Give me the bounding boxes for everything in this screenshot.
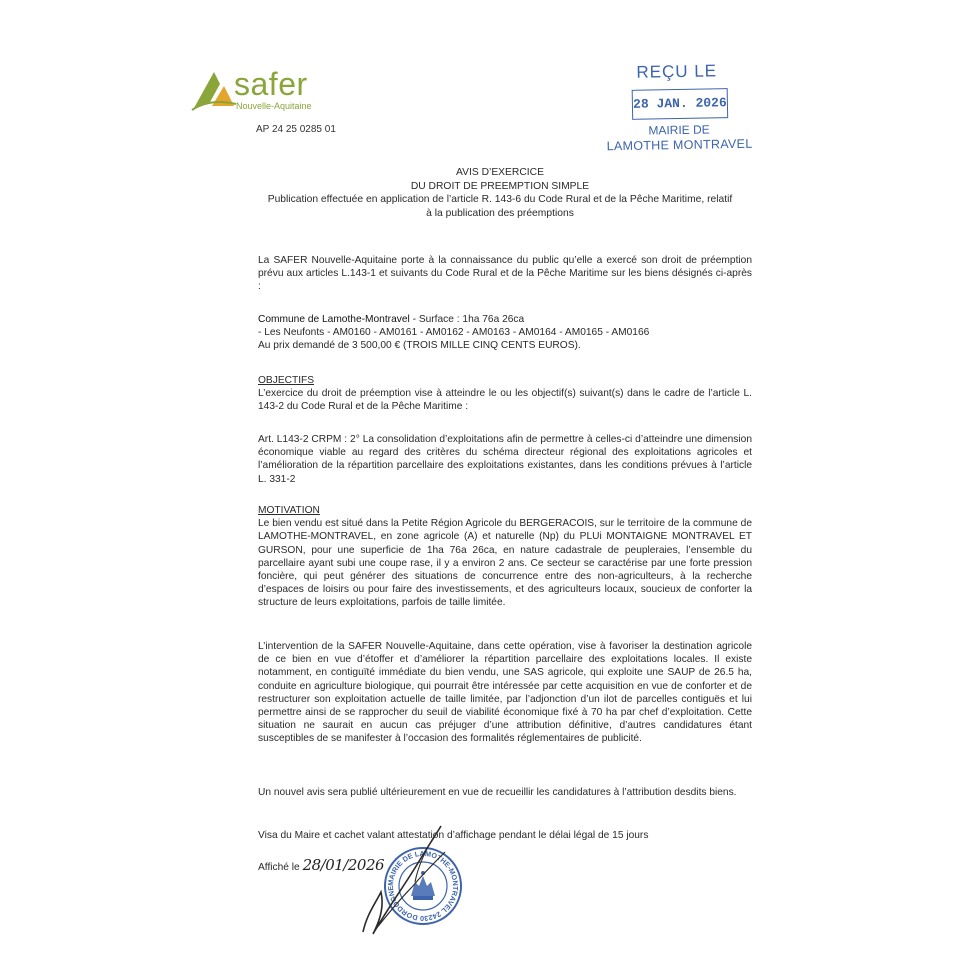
property-block [258,313,752,353]
property-commune: Commune de Lamothe-Montravel [258,314,410,325]
safer-logo [190,68,340,116]
mayor-signature [355,822,460,938]
motivation-title: MOTIVATION [258,505,320,516]
objectifs-text: L’exercice du droit de préemption vise à atteindre le ou les objectif(s) suivant(s) dans le cadre de l’article L. 143-2 du Code Rural et de la Pêche Maritime : [258,388,752,413]
property-parcels: - Les Neufonts - AM0160 - AM0161 - AM0162 - AM0163 - AM0164 - AM0165 - AM0166 [258,327,650,339]
closing-text: Un nouvel avis sera publié ultérieurement en vue de recueillir les candidatures à l’attribution desdits biens. [258,787,737,798]
seal-text: MAIRIE DE LAMOTHE-MONTRAVEL 24230 DORDOGNE [385,848,461,924]
logo-name: safer [234,66,308,102]
objectifs-title: OBJECTIFS [258,375,315,386]
intro-text: La SAFER Nouvelle-Aquitaine porte à la connaissance du public qu’elle a exercé son droit de préemption prévu aux articles L.143-1 et suivants du Code Rural et de la Pêche Maritime sur les biens désignés ci-après : [258,255,752,293]
motivation-section [258,504,752,610]
received-stamp-date: 28 JAN. 2026 [632,88,729,120]
received-stamp-line1: MAIRIE DE [648,122,710,138]
logo-subtitle: Nouvelle-Aquitaine [236,101,312,111]
property-surface: - Surface : 1ha 76a 26ca [409,314,525,325]
affiche-date: 28/01/2026 [302,856,385,874]
property-price: Au prix demandé de 3 500,00 € (TROIS MILLE CINQ CENTS EUROS). [258,340,581,352]
affiche-label: Affiché le [258,862,300,873]
motivation-section-2 [258,640,752,746]
received-stamp-title: REÇU LE [636,61,718,82]
received-stamp [599,57,761,160]
heading-line2: DU DROIT DE PREEMPTION SIMPLE [410,180,590,192]
intro-paragraph [258,254,752,294]
safer-logo-mark-icon [190,68,238,112]
heading-line4: à la publication des préemptions [426,207,574,219]
document-heading [250,166,750,220]
objectifs-article [258,433,752,486]
objectifs-article-text: Art. L143-2 CRPM : 2° La consolidation d’exploitations afin de permettre à celles-ci d’atteindre une dimension économique viable au regard des critères du schéma directeur régional des exploitations agricoles et l’amélioration de la répartition parcellaire des exploitations existantes, dans les conditions prévues à l’article L. 331-2 [258,434,752,485]
received-stamp-line2: LAMOTHE MONTRAVEL [606,136,753,154]
reference-number: AP 24 25 0285 01 [256,124,336,135]
objectifs-section [258,374,752,414]
visa-line [258,829,752,842]
visa-text: Visa du Maire et cachet valant attestation d’affichage pendant le délai légal de 15 jours [258,830,649,841]
heading-line1: AVIS D’EXERCICE [456,167,544,178]
heading-line3: Publication effectuée en application de l’article R. 143-6 du Code Rural et de la Pêche Maritime, relatif [267,194,733,205]
motivation-paragraph-2: L’intervention de la SAFER Nouvelle-Aquitaine, dans cette opération, vise à favoriser la destination agricole de ce bien en vue d’étoffer et d’améliorer la répartition parcellaire des exploitations locales. Il existe notamment, en contiguïté immédiate du bien vendu, une SAS agricole, qui exploite une SAUP de 26.5 ha, conduite en agriculture biologique, qui pourrait être intéressée par cette acquisition en vue de conforter et de restructurer son exploitation actuelle de taille limitée, par l’adjonction d’un ilot de parcelles contiguës et lui permettre ainsi de se rapprocher du seuil de viabilité économique fixé à 70 ha par chef d’exploitation. Cette situation ne saurait en aucun cas préjuger d’une attribution définitive, d’autres candidatures étant susceptibles de se manifester à l’occasion des formalités réglementaires de publicité. [258,641,752,745]
closing-paragraph [258,786,752,799]
motivation-paragraph-1: Le bien vendu est situé dans la Petite Région Agricole du BERGERACOIS, sur le territoire de la commune de LAMOTHE-MONTRAVEL, en zone agricole (A) et naturelle (Np) du PLUi MONTAIGNE MONTRAVEL ET GURSON, pour une superficie de 1ha 76a 26ca, en nature cadastrale de peupleraies, l’ensemble du parcellaire ayant subi une coupe rase, il y a environ 2 ans. Ce secteur se caractérise par une forte pression foncière, qui peut générer des situations de concurrence entre des non-agriculteurs, à la recherche d’espaces de loisirs ou pour faire des investissements, et des agriculteurs locaux, soucieux de conforter la structure de leurs exploitations, parfois de taille limitée. [258,518,752,609]
